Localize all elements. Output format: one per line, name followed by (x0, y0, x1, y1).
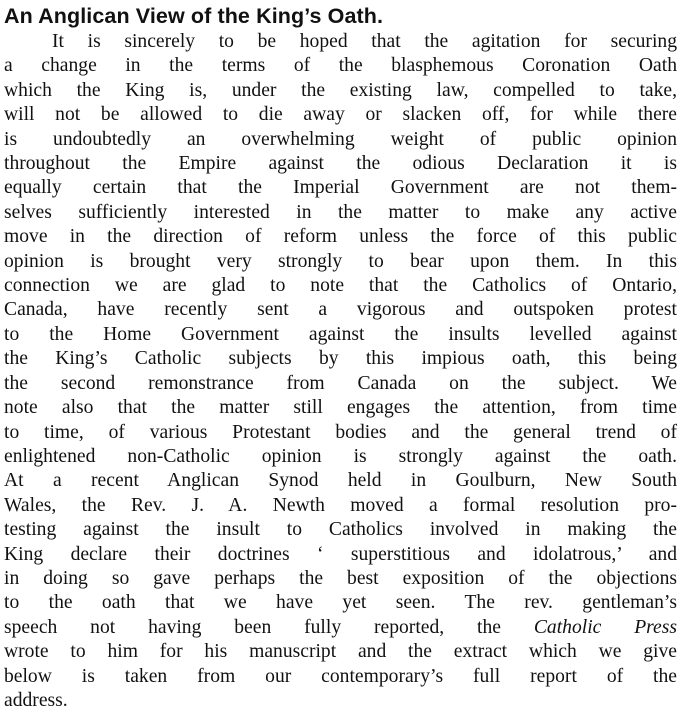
text-line: which the King is, under the existing law, compelled to take, (4, 79, 677, 101)
text-line: opinion is brought very strongly to bear upon them. In this (4, 250, 677, 272)
text-line: to time, of various Protestant bodies and the general trend of (4, 421, 677, 443)
text-line: enlightened non-Catholic opinion is strongly against the oath. (4, 445, 677, 467)
text-line: is undoubtedly an overwhelming weight of public opinion (4, 128, 677, 150)
text-line: Canada, have recently sent a vigorous and outspoken protest (4, 299, 677, 321)
text-line: throughout the Empire against the odious Declaration it is (4, 153, 677, 175)
article-title: An Anglican View of the King’s Oath. (4, 4, 384, 28)
text-line: equally certain that the Imperial Government are not them- (4, 177, 677, 199)
text-line: selves sufficiently interested in the matter to make any active (4, 201, 677, 223)
text-line: the second remonstrance from Canada on the subject. We (4, 372, 677, 394)
text-line: below is taken from our contemporary’s full report of the (4, 665, 677, 687)
text-line: a change in the terms of the blasphemous Coronation Oath (4, 55, 677, 77)
text-line: to the oath that we have yet seen. The rev. gentleman’s (4, 592, 677, 614)
text-line: testing against the insult to Catholics involved in making the (4, 519, 677, 541)
article-body (4, 30, 677, 713)
text-line: connection we are glad to note that the Catholics of Ontario, (4, 275, 677, 297)
text-line: wrote to him for his manuscript and the extract which we give (4, 641, 677, 663)
text-line-with-italic (4, 616, 677, 640)
text-line: It is sincerely to be hoped that the agitation for securing (52, 31, 677, 52)
text-line: the King’s Catholic subjects by this impious oath, this being (4, 348, 677, 370)
text-line: to the Home Government against the insults levelled against (4, 323, 677, 345)
text-fragment: speech not having been fully reported, the (4, 616, 501, 638)
text-line: King declare their doctrines ‘ superstitious and idolatrous,’ and (4, 543, 677, 565)
text-line: address. (4, 689, 68, 711)
text-line: move in the direction of reform unless the force of this public (4, 226, 677, 248)
text-line: note also that the matter still engages the attention, from time (4, 397, 677, 419)
text-line: At a recent Anglican Synod held in Goulburn, New South (4, 470, 677, 492)
publication-name: Catholic Press (533, 616, 678, 638)
text-line: will not be allowed to die away or slacken off, for while there (4, 104, 677, 126)
text-line: in doing so gave perhaps the best exposition of the objections (4, 567, 677, 589)
text-line: Wales, the Rev. J. A. Newth moved a formal resolution pro- (4, 494, 677, 516)
